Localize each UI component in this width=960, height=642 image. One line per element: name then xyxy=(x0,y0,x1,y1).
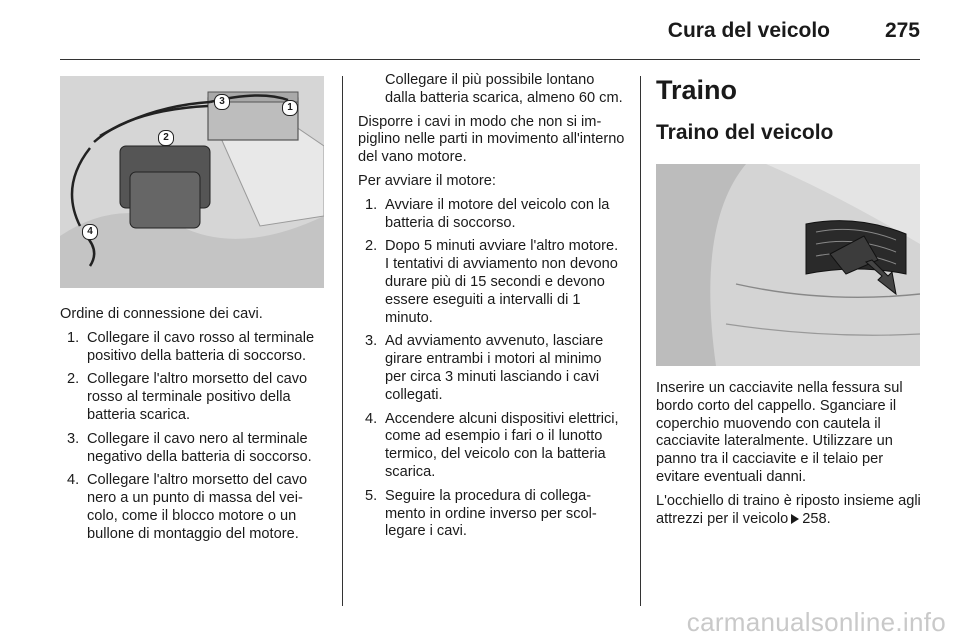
towing-instructions: Inserire un cacciavite nella fessura sul bordo corto del cappello. Sganciare il coperchio muovendo con cautela il cacciavite lateralmente. Utilizzare un panno tra il cacciavite e il telaio per evitare eventuali danni. xyxy=(656,380,903,485)
page-section-title: Cura del veicolo xyxy=(667,19,830,42)
column-1 xyxy=(60,72,328,550)
figure-label-3: 3 xyxy=(214,94,230,110)
list-item: 2. Collegare l'altro morsetto del cavo rosso al terminale positivo della batteria scarica. xyxy=(67,371,308,423)
column-2 xyxy=(358,72,626,547)
continuation-text: Collegare il più possibile lontano dalla batteria scarica, almeno 60 cm. xyxy=(385,72,623,106)
start-intro: Per avviare il motore: xyxy=(358,172,496,189)
list-item: 4. Accendere alcuni dispositivi elettrici, come ad esempio i fari o il lunotto termico, del veicolo con la batteria scarica. xyxy=(365,410,619,480)
bumper-drawing xyxy=(656,164,920,366)
start-steps xyxy=(358,197,626,541)
section-heading: Traino xyxy=(656,75,738,105)
jump-start-illustration xyxy=(60,76,324,288)
towing-eye-location: L'occhiello di traino è riposto insieme agli attrezzi per il veicolo 258. xyxy=(656,492,921,527)
page-reference-link[interactable]: 258. xyxy=(802,510,831,527)
column-divider-1 xyxy=(342,76,343,606)
page-number: 275 xyxy=(884,19,920,42)
figure-label-4: 4 xyxy=(82,224,98,240)
routing-paragraph: Disporre i cavi in modo che non si impiglino nelle parti in movimento all'interno del vano motore. xyxy=(358,113,625,166)
column-divider-2 xyxy=(640,76,641,606)
list-item: 5. Seguire la procedura di collegamento in ordine inverso per scollegare i cavi. xyxy=(365,487,597,540)
watermark: carmanualsonline.info xyxy=(686,607,946,637)
list-item: 4. Collegare l'altro morsetto del cavo nero a un punto di massa del veicolo, come il blocco motore o un bullone di montaggio del motore. xyxy=(67,472,308,542)
figure-label-1: 1 xyxy=(282,100,298,116)
list-item: 3. Ad avviamento avvenuto, lasciare girare entrambi i motori al minimo per circa 3 minuti lasciando i cavi collegati. xyxy=(365,333,604,403)
list-item: 2. Dopo 5 minuti avviare l'altro motore. I tentativi di avviamento non devono durare più di 15 secondi e devono essere eseguiti a intervalli di 1 minuto. xyxy=(365,238,619,326)
figure-label-2: 2 xyxy=(158,130,174,146)
connection-steps xyxy=(60,330,328,544)
list-item: 1. Avviare il motore del veicolo con la batteria di soccorso. xyxy=(365,196,610,231)
towing-eye-illustration xyxy=(656,164,920,366)
column-3 xyxy=(656,72,922,534)
page-header xyxy=(60,0,920,60)
intro-text: Ordine di connessione dei cavi. xyxy=(60,306,263,322)
page-reference-arrow-icon xyxy=(791,514,799,524)
subsection-heading: Traino del veicolo xyxy=(656,121,834,144)
list-item: 1. Collegare il cavo rosso al terminale positivo della batteria di soccorso. xyxy=(67,329,315,364)
list-item: 3. Collegare il cavo nero al terminale negativo della batteria di soccorso. xyxy=(67,430,312,465)
header-rule xyxy=(60,59,920,60)
